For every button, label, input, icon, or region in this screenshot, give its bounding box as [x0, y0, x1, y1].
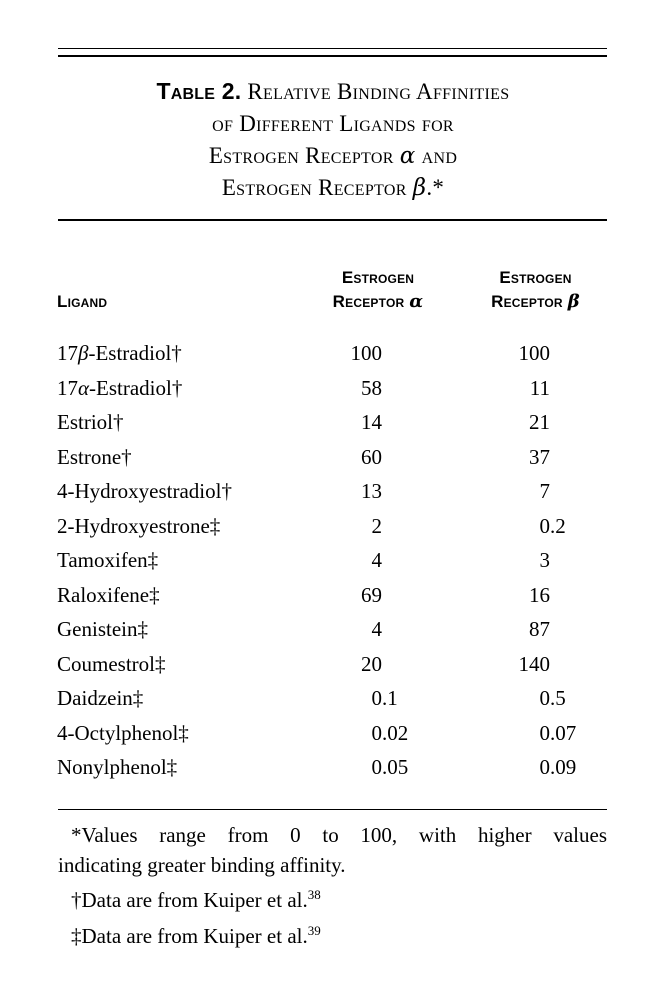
table-title [28, 75, 638, 204]
table-bottom-rule [58, 809, 607, 810]
beta-symbol: β [567, 291, 580, 312]
table-row [57, 578, 609, 613]
er-alpha-value: 2 [371, 513, 382, 538]
er-beta-value: 140 [518, 651, 550, 676]
ligand-cell: 4-Hydroxyestradiol† [57, 479, 232, 503]
ligand-cell: Coumestrol‡ [57, 651, 166, 676]
er-alpha-value: 14 [361, 410, 382, 434]
ligand-cell: Estrone† [57, 444, 132, 469]
er-beta-header-line2: Receptor β [491, 291, 580, 312]
table-row [57, 509, 609, 544]
title-line-4-pre: Estrogen Receptor [221, 175, 413, 200]
er-beta-value: 0.5 [539, 686, 566, 710]
beta-symbol: β [412, 175, 427, 201]
footnote-asterisk-line2: indicating greater binding affinity. [58, 853, 346, 877]
er-beta-value: 0.09 [539, 755, 577, 779]
column-header-ligand: Ligand [57, 292, 108, 311]
er-alpha-value: 0.05 [371, 755, 409, 779]
title-line-3 [28, 140, 638, 172]
er-alpha-value: 58 [361, 375, 382, 400]
er-beta-value: 3 [539, 548, 550, 572]
table-row [57, 716, 609, 751]
ligand-cell: Daidzein‡ [57, 686, 144, 710]
footnote-dagger: †Data are from Kuiper et al.$^{38}$ [71, 887, 321, 912]
title-line-3-post: and [415, 143, 458, 168]
table-row [57, 336, 609, 371]
ligand-cell: 17β-Estradiol† [57, 341, 182, 365]
table-row [57, 647, 609, 682]
er-alpha-value: 20 [361, 651, 382, 676]
er-beta-value: 0.2 [539, 513, 566, 538]
er-beta-value: 100 [518, 341, 550, 365]
table-body [57, 336, 609, 785]
er-beta-value: 87 [529, 617, 550, 641]
er-beta-value: 37 [529, 444, 550, 469]
title-line-4-post: .* [426, 175, 445, 200]
title-line-3-pre: Estrogen Receptor [208, 143, 400, 168]
reference-number-39: 39 [307, 923, 321, 938]
header-top-rule [58, 219, 607, 221]
footnote-double-dagger: ‡Data are from Kuiper et al.$^{39}$ [71, 923, 321, 948]
er-alpha-header-line2: Receptor α [332, 291, 424, 312]
footnote-asterisk [58, 820, 607, 880]
er-beta-header-line1: Estrogen [499, 268, 572, 287]
er-alpha-value: 69 [361, 582, 382, 607]
er-alpha-value: 0.1 [371, 686, 398, 710]
column-header-er-beta [462, 266, 609, 314]
er-alpha-value: 13 [361, 479, 382, 503]
er-alpha-value: 4 [371, 548, 382, 572]
title-line-1-text: Relative Binding Affinities [247, 79, 510, 104]
ligand-cell: 17α-Estradiol† [57, 375, 183, 400]
ligand-cell: Nonylphenol‡ [57, 755, 178, 779]
table-row [57, 681, 609, 716]
ligand-cell: 2-Hydroxyestrone‡ [57, 513, 221, 538]
er-alpha-value: 60 [361, 444, 382, 469]
alpha-symbol: α [399, 143, 416, 169]
table-row [57, 405, 609, 440]
er-beta-value: 0.07 [539, 720, 577, 745]
alpha-symbol: α [409, 291, 424, 312]
table-number-label: Table 2. [156, 78, 242, 104]
er-alpha-value: 100 [350, 341, 382, 365]
title-line-1 [28, 75, 638, 108]
er-alpha-value: 0.02 [371, 720, 409, 745]
er-beta-value: 21 [529, 410, 550, 434]
ligand-cell: Tamoxifen‡ [57, 548, 159, 572]
ligand-cell: Estriol† [57, 410, 124, 434]
ligand-cell: Raloxifene‡ [57, 582, 160, 607]
table-row [57, 474, 609, 509]
table-row [57, 750, 609, 785]
table-row [57, 371, 609, 406]
column-header-er-alpha [294, 266, 462, 314]
table-row [57, 543, 609, 578]
footnote-asterisk-line1: *Values range from 0 to 100, with higher values [71, 823, 607, 847]
title-line-2: of Different Ligands for [212, 111, 454, 136]
table-row [57, 612, 609, 647]
er-beta-value: 7 [539, 479, 550, 503]
table-header-row [57, 260, 609, 314]
title-line-4 [28, 172, 638, 204]
reference-number-38: 38 [307, 887, 321, 902]
ligand-cell: Genistein‡ [57, 617, 148, 641]
er-alpha-header-line1: Estrogen [341, 268, 415, 287]
er-alpha-value: 4 [371, 617, 382, 641]
er-beta-value: 11 [529, 375, 550, 400]
table-row [57, 440, 609, 475]
er-beta-value: 16 [529, 582, 550, 607]
ligand-cell: 4-Octylphenol‡ [57, 720, 189, 745]
top-double-rule [58, 48, 607, 57]
